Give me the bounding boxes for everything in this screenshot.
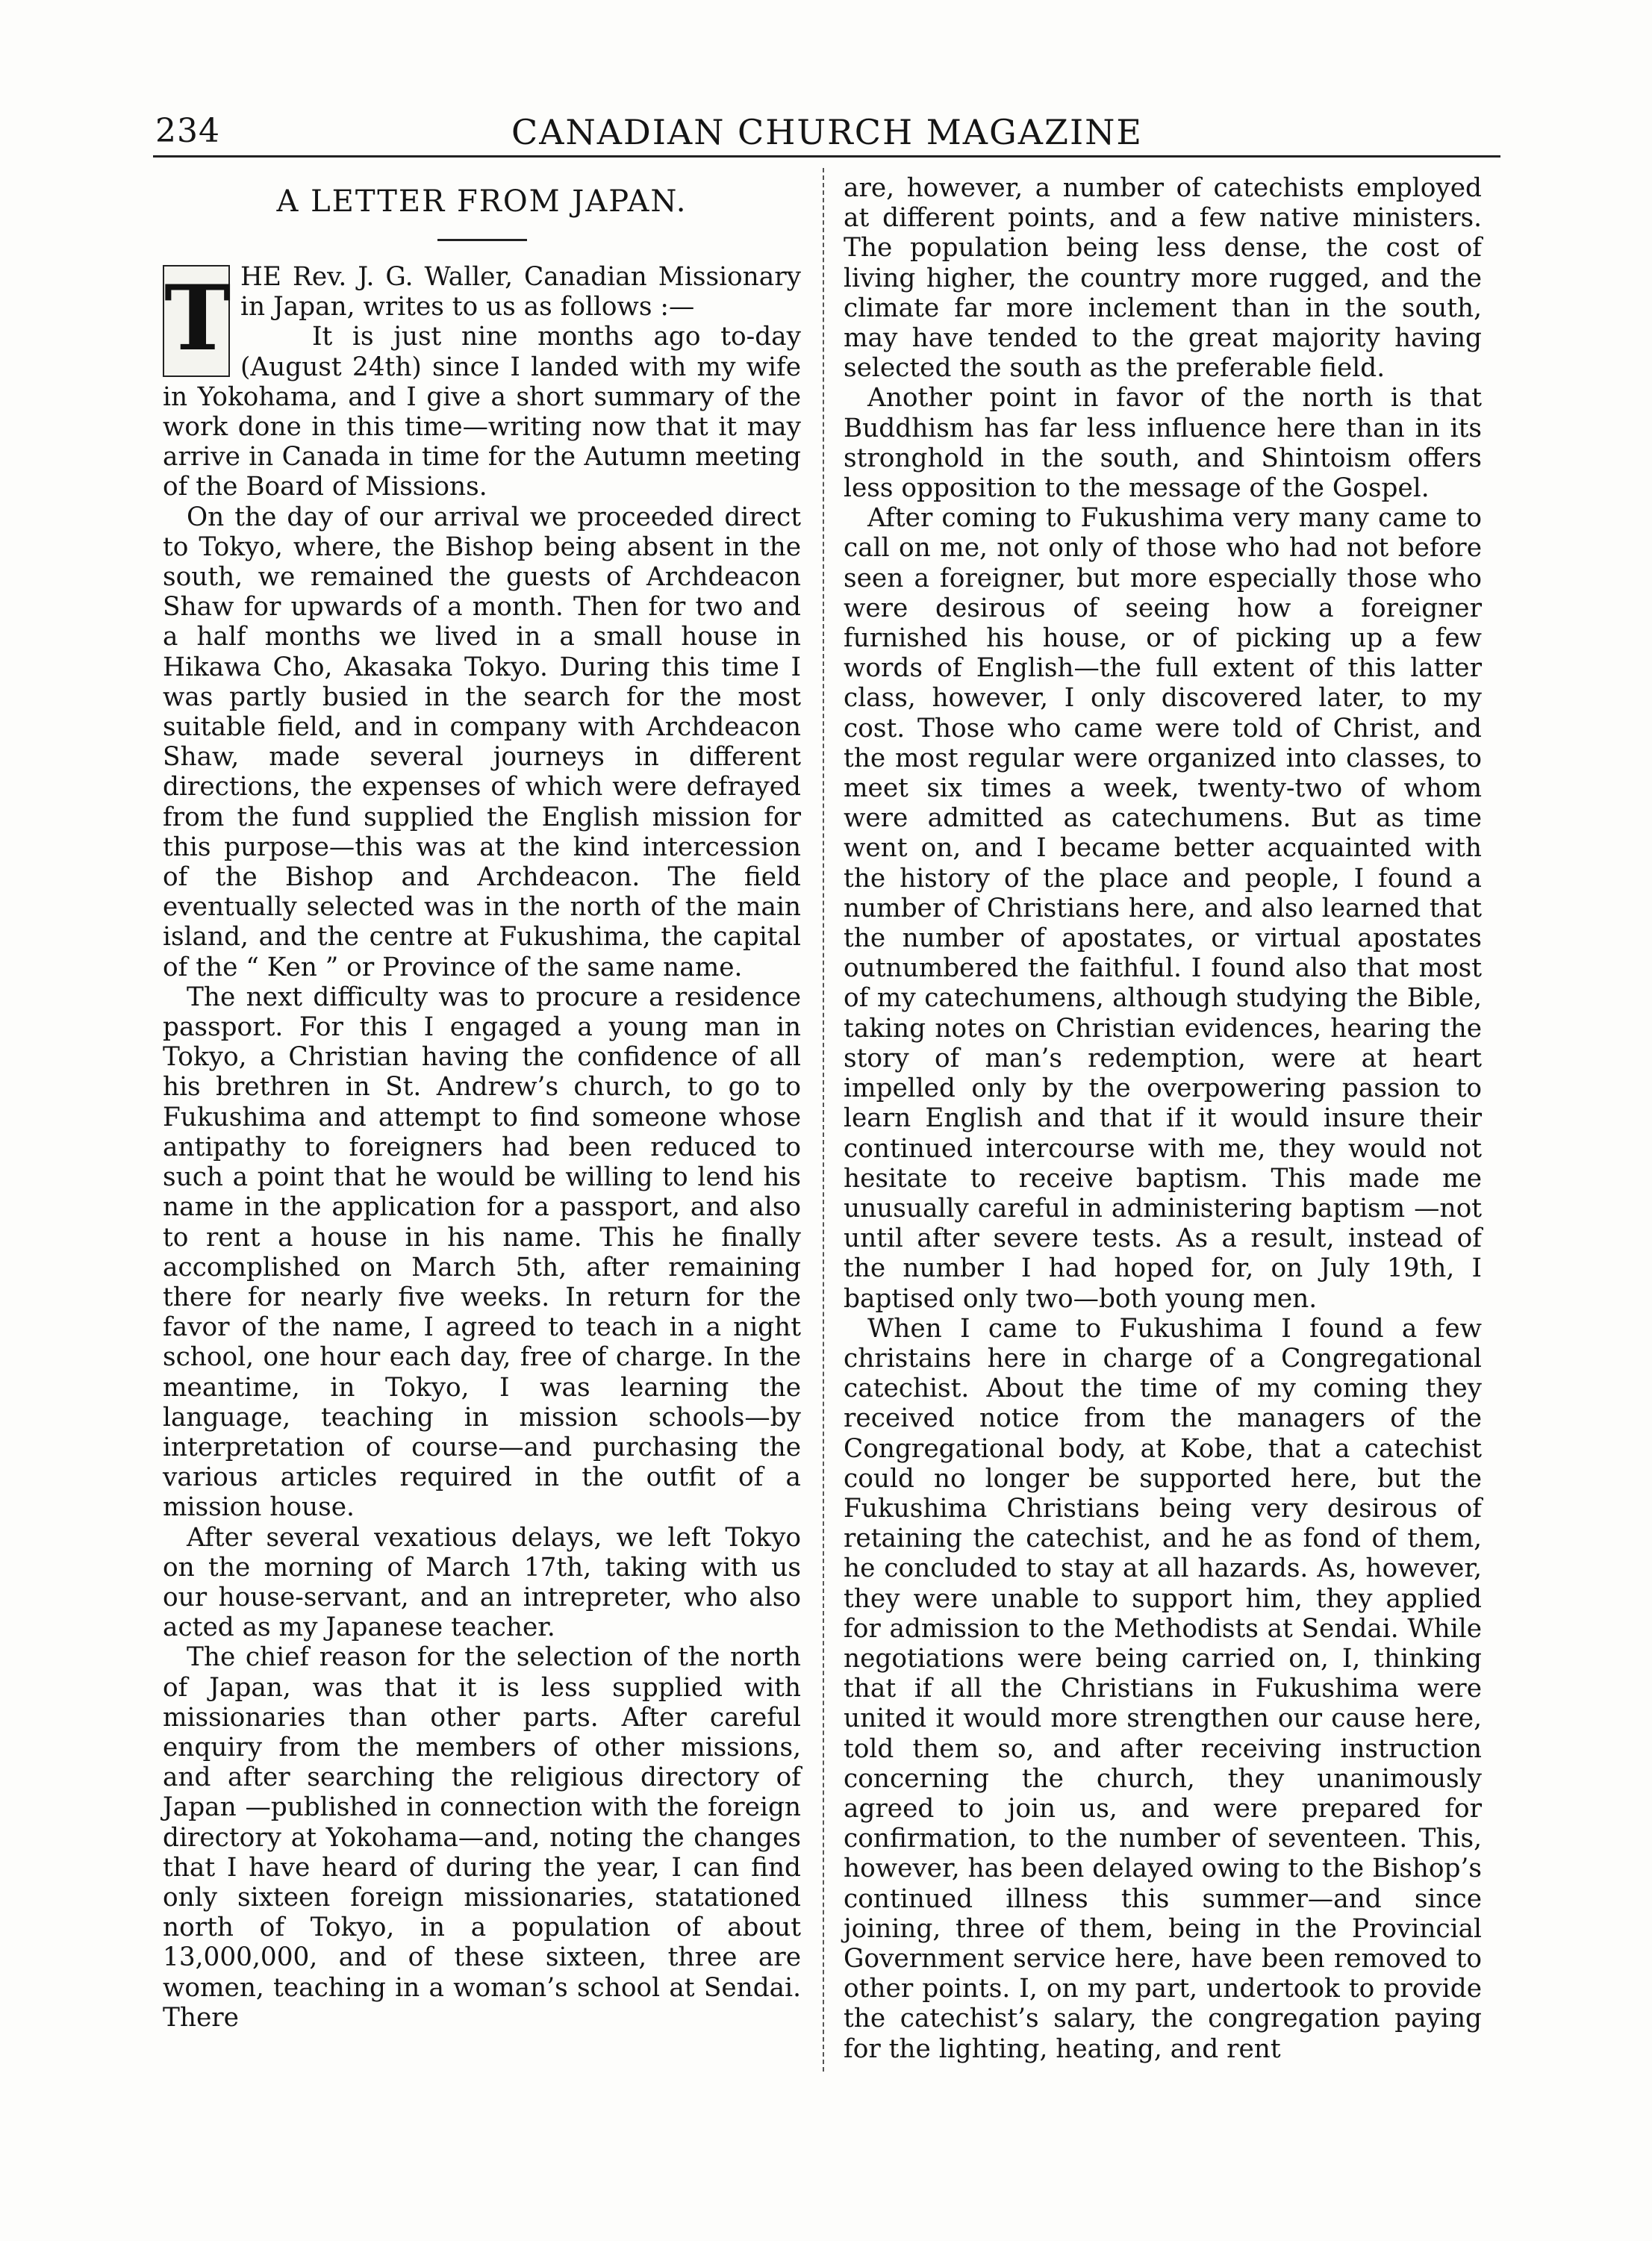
header-rule bbox=[153, 155, 1500, 158]
column-divider bbox=[823, 168, 824, 2072]
letter-paragraph-2: On the day of our arrival we proceeded direct to Tokyo, where, the Bishop being absent in the south, we remained the guests of Archdeacon Shaw for upwards of a month. Then for two and a half months we lived in a small house in Hikawa Cho, Akasaka Tokyo. During this time I was partly busied in the search for the most suitable field, and in company with Archdeacon Shaw, made several journeys in different directions, the expenses of which were defrayed from the fund supplied the English mission for this purpose—this was at the kind intercession of the Bishop and Archdeacon. The field eventually selected was in the north of the main island, and the centre at Fukushima, the capital of the “ Ken ” or Province of the same name. bbox=[163, 502, 801, 982]
letter-paragraph-3: The next difficulty was to procure a residence passport. For this I engaged a young man in Tokyo, a Christian having the confidence of all his brethren in St. Andrew’s church, to go to Fukushima and attempt to find someone whose antipathy to foreigners had been reduced to such a point that he would be willing to lend his name in the application for a passport, and also to rent a house in his name. This he finally accomplished on March 5th, after remaining there for nearly five weeks. In return for the favor of the name, I agreed to teach in a night school, one hour each day, free of charge. In the meantime, in Tokyo, I was learning the language, teaching in mission schools—by interpretation of course—and purchasing the various articles required in the outfit of a mission house. bbox=[163, 982, 801, 1523]
letter-paragraph-1: It is just nine months ago to-day (August 24th) since I landed with my wife in Yokohama, and I give a short summary of the work done in this time—writing now that it may arrive in Canada in time for the Autumn meeting of the Board of Missions. bbox=[163, 322, 801, 502]
page-header bbox=[155, 112, 1499, 157]
left-column bbox=[163, 173, 801, 2033]
right-column bbox=[844, 173, 1482, 2064]
intro-paragraph: HE Rev. J. G. Waller, Canadian Missionary in Japan, writes to us as follows :— bbox=[240, 262, 801, 322]
letter-paragraph-4: After several vexatious delays, we left Tokyo on the morning of March 17th, taking with us our house-servant, and an intrepreter, who also acted as my Japanese teacher. bbox=[163, 1522, 801, 1643]
title-rule bbox=[437, 239, 527, 241]
letter-paragraph-8: When I came to Fukushima I found a few christains here in charge of a Congregational catechist. About the time of my coming they received notice from the managers of the Congregational body, at Kobe, that a catechist could no longer be supported here, but the Fukushima Christians being very desirous of retaining the catechist, and he as fond of them, he concluded to stay at all hazards. As, however, they were unable to support him, they applied for admission to the Methodists at Sendai. While negotiations were being carried on, I, thinking that if all the Christians in Fukushima were united it would more strengthen our cause here, told them so, and after receiving instruction concerning the church, they unanimously agreed to join us, and were prepared for confirmation, to the number of seventeen. This, however, has been delayed owing to the Bishop’s continued illness this summer—and since joining, three of them, being in the Provincial Government service here, have been removed to other points. I, on my part, undertook to provide the catechist’s salary, the congregation paying for the lighting, heating, and rent bbox=[844, 1313, 1482, 2064]
article-title: A LETTER FROM JAPAN. bbox=[276, 184, 688, 219]
running-title: CANADIAN CHURCH MAGAZINE bbox=[511, 112, 1143, 152]
letter-paragraph-5-end: are, however, a number of catechists employed at different points, and a few native ministers. The population being less dense, the cost of living higher, the country more rugged, and the climate far more inclement than in the south, may have tended to the great majority having selected the south as the preferable field. bbox=[844, 173, 1482, 384]
letter-paragraph-7: After coming to Fukushima very many came to call on me, not only of those who had not before seen a foreigner, but more especially those who were desirous of seeing how a foreigner furnished his house, or of picking up a few words of English—the full extent of this latter class, however, I only discovered later, to my cost. Those who came were told of Christ, and the most regular were organized into classes, to meet six times a week, twenty-two of whom were admitted as catechumens. But as time went on, and I became better acquainted with the history of the place and people, I found a number of Christians here, and also learned that the number of apostates, or virtual apostates outnumbered the faithful. I found also that most of my catechumens, although studying the Bible, taking notes on Christian evidences, hearing the story of man’s redemption, were at heart impelled only by the overpowering passion to learn English and that if it would insure their continued intercourse with me, they would not hesitate to receive baptism. This made me unusually careful in administering baptism —not until after severe tests. As a result, instead of the number I had hoped for, on July 19th, I baptised only two—both young men. bbox=[844, 503, 1482, 1314]
page-number: 234 bbox=[155, 112, 220, 150]
ornamental-dropcap: T bbox=[163, 265, 230, 377]
letter-paragraph-6: Another point in favor of the north is that Buddhism has far less influence here than in its stronghold in the south, and Shintoism offers less opposition to the message of the Gospel. bbox=[844, 383, 1482, 504]
letter-paragraph-5-start: The chief reason for the selection of the north of Japan, was that it is less supplied with missionaries than other parts. After careful enquiry from the members of other missions, and after searching the religious directory of Japan —published in connection with the foreign directory at Yokohama—and, noting the changes that I have heard of during the year, I can find only sixteen foreign missionaries, statationed north of Tokyo, in a population of about 13,000,000, and of these sixteen, three are women, teaching in a woman’s school at Sendai. There bbox=[163, 1642, 801, 2033]
